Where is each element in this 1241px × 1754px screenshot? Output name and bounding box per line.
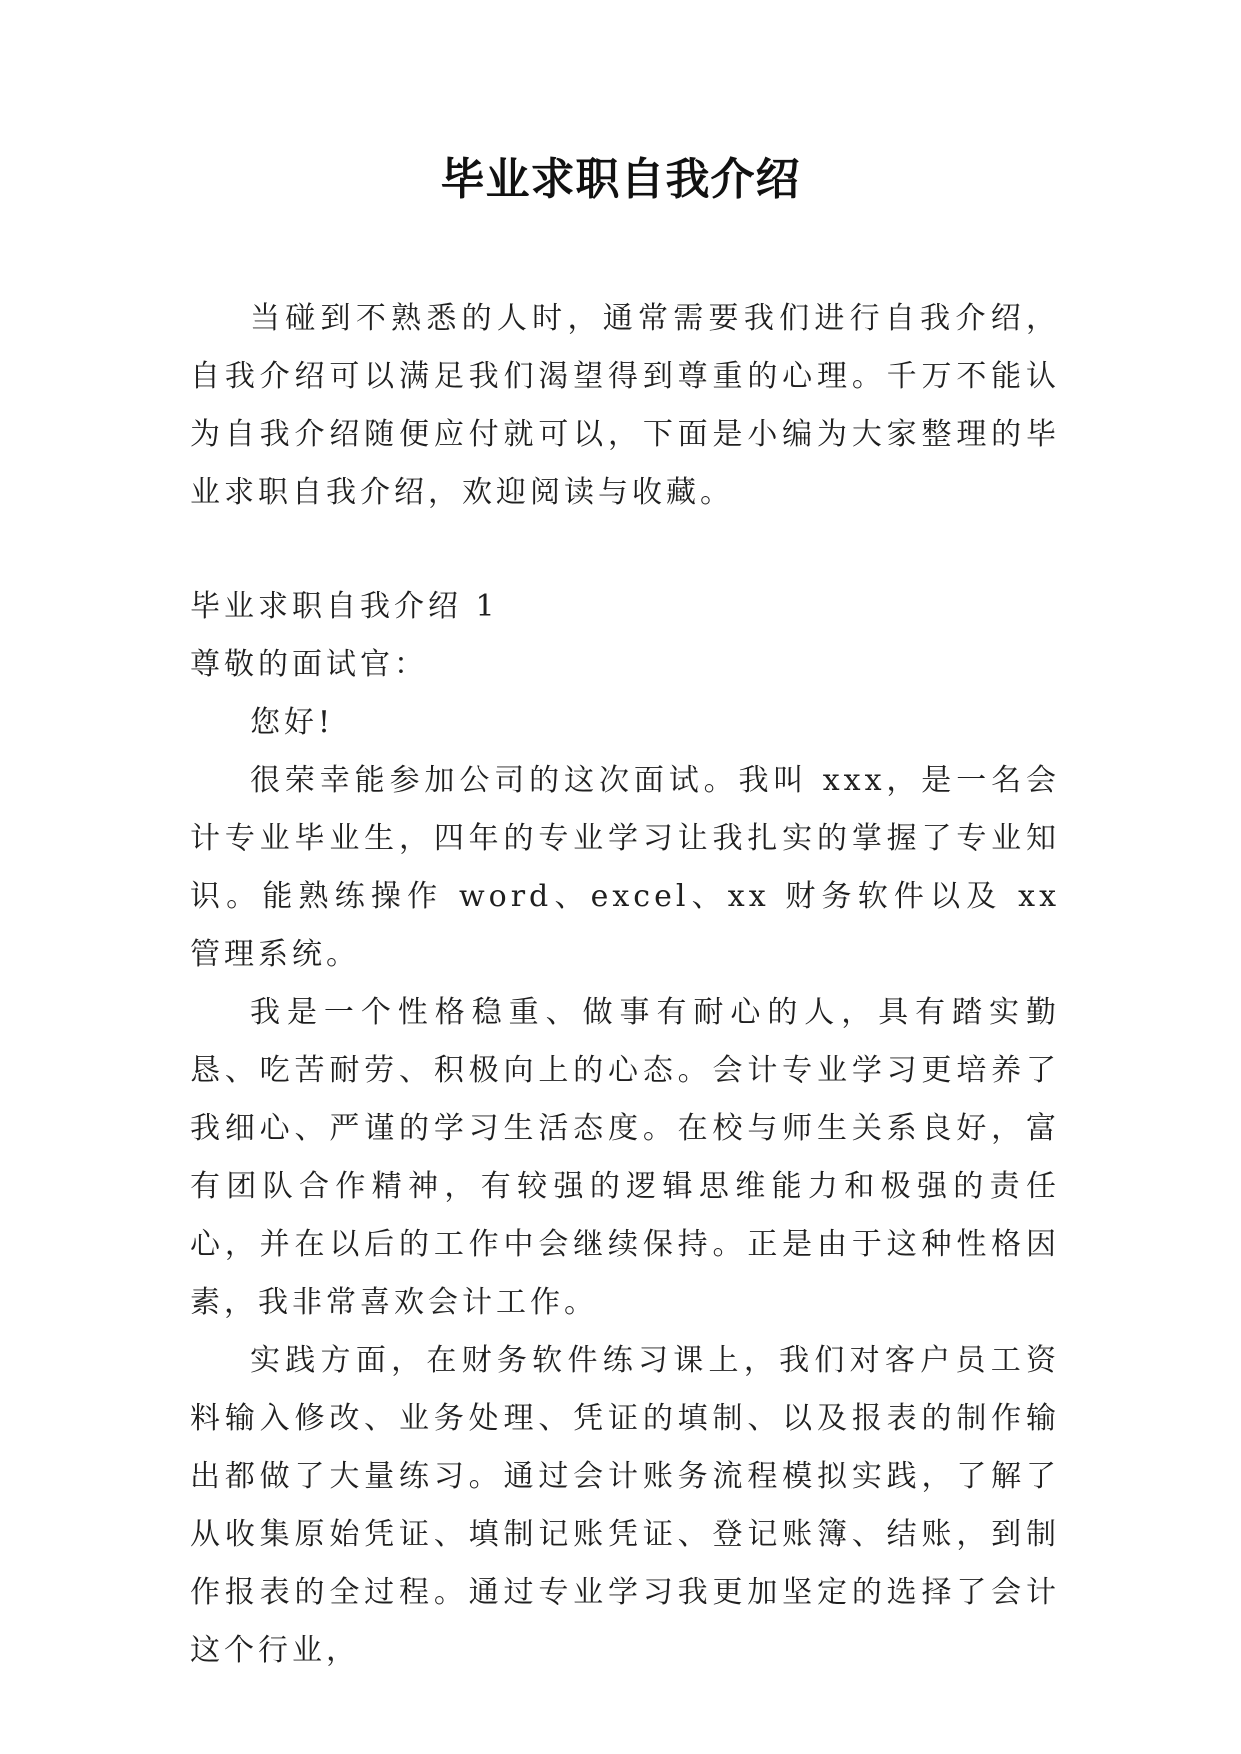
body-paragraph: 实践方面，在财务软件练习课上，我们对客户员工资料输入修改、业务处理、凭证的填制、以及报表的制作输出都做了大量练习。通过会计账务流程模拟实践，了解了从收集原始凭证、填制记账凭证、登记账簿、结账，到制作报表的全过程。通过专业学习我更加坚定的选择了会计这个行业，	[190, 1343, 1060, 1668]
intro-paragraph: 当碰到不熟悉的人时，通常需要我们进行自我介绍，自我介绍可以满足我们渴望得到尊重的心理。千万不能认为自我介绍随便应付就可以，下面是小编为大家整理的毕业求职自我介绍，欢迎阅读与收藏。	[190, 301, 1060, 510]
greeting: 您好!	[250, 705, 335, 740]
paragraph-spacer	[190, 522, 1060, 578]
document-title: 毕业求职自我介绍	[440, 154, 801, 205]
document-body	[190, 290, 1060, 1680]
section-heading: 毕业求职自我介绍 1	[190, 589, 499, 624]
body-paragraph: 很荣幸能参加公司的这次面试。我叫 xxx，是一名会计专业毕业生，四年的专业学习让我扎实的掌握了专业知识。能熟练操作 word、excel、xx 财务软件以及 xx 管理系统。	[190, 763, 1060, 972]
body-paragraph: 我是一个性格稳重、做事有耐心的人，具有踏实勤恳、吃苦耐劳、积极向上的心态。会计专业学习更培养了我细心、严谨的学习生活态度。在校与师生关系良好，富有团队合作精神，有较强的逻辑思维能力和极强的责任心，并在以后的工作中会继续保持。正是由于这种性格因素，我非常喜欢会计工作。	[190, 995, 1060, 1320]
salutation: 尊敬的面试官：	[190, 647, 428, 682]
